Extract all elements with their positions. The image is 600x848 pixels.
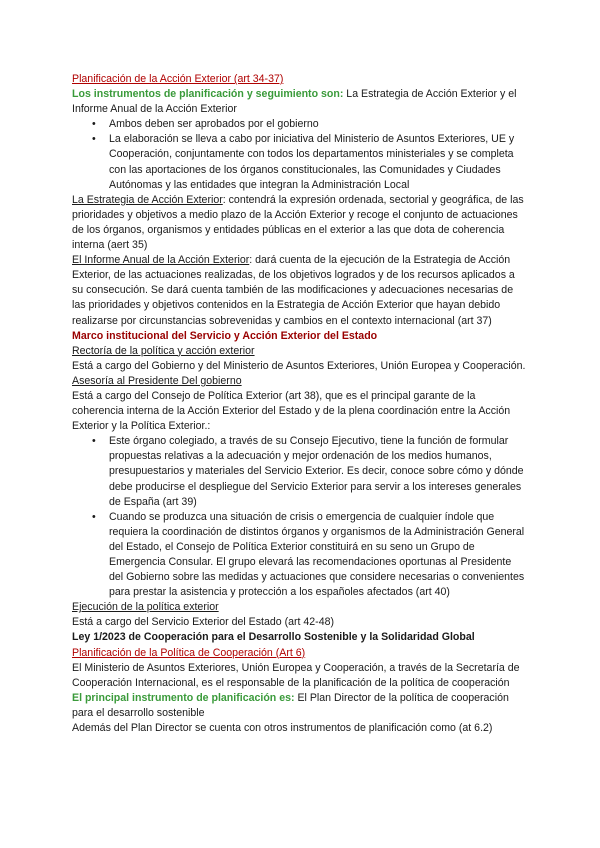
subheading-asesoria: Asesoría al Presidente Del gobierno [72, 374, 242, 387]
paragraph-otros-instrumentos: Además del Plan Director se cuenta con otros instrumentos de planificación como (at 6.2) [72, 722, 493, 735]
list-item: • Este órgano colegiado, a través de su Consejo Ejecutivo, tiene la función de formular propuestas relativas a la adecuación y mejor ordenación de los medios humanos, presupuestarios y materiales del Servicio Exterior. Es decir, conoce sobre cómo y dónde debe producirse el despliegue del Servicio Exterior para servir a los intereses generales de España (art 39) [109, 434, 528, 509]
paragraph-estrategia [72, 193, 528, 253]
list-asesoria [72, 434, 528, 600]
label-informe: El Informe Anual de la Acción Exterior [72, 254, 250, 267]
paragraph-ejecucion: Está a cargo del Servicio Exterior del Estado (art 42-48) [72, 616, 335, 629]
section-heading-ley: Ley 1/2023 de Cooperación para el Desarrollo Sostenible y la Solidaridad Global [72, 631, 475, 644]
list-instrumentos [72, 117, 528, 192]
list-item: • Ambos deben ser aprobados por el gobierno [109, 117, 528, 132]
subheading-rectoria: Rectoría de la política y acción exterior [72, 344, 255, 357]
text-estrategia: : contendrá la expresión ordenada, sectorial y geográfica, de las prioridades y objetivos a medio plazo de la Acción Exterior y recoge el conjunto de actuaciones de los órganos, organismos y entidades públicas en el exterior a las que dota de coherencia interna (aert 35) [72, 193, 524, 252]
subheading-planificacion-cooperacion: Planificación de la Política de Cooperación (Art 6) [72, 646, 306, 659]
paragraph-asesoria: Está a cargo del Consejo de Política Exterior (art 38), que es el principal garante de la coherencia interna de la Acción Exterior del Estado y de la plena coordinación entre la Acción Exterior y la Política Exterior.: [72, 389, 511, 433]
list-item: • Cuando se produzca una situación de crisis o emergencia de cualquier índole que requiera la coordinación de distintos órganos y organismos de la Administración General del Estado, el Consejo de Política Exterior constituirá en su seno un Grupo de Emergencia Consular. El grupo elevará las recomendaciones oportunas al Presidente del Gobierno sobre las medidas y actuaciones que considere necesarias o convenientes para prestar la asistencia y protección a los españoles afectados (art 40) [109, 510, 528, 601]
paragraph-instrumento-principal [72, 691, 528, 721]
text-instrumento-principal: El Plan Director de la política de cooperación para el desarrollo sostenible [72, 691, 509, 719]
label-estrategia: La Estrategia de Acción Exterior [72, 193, 223, 206]
list-item: • La elaboración se lleva a cabo por iniciativa del Ministerio de Asuntos Exteriores, UE y Cooperación, conjuntamente con todos los departamentos ministeriales y se completa con las aportaciones de los órganos constitucionales, las Comunidades y Ciudades Autónomas y las entidades que integran la Administración Local [109, 132, 528, 192]
paragraph-instrumentos [72, 87, 528, 117]
text-instrumentos: La Estrategia de Acción Exterior y el Informe Anual de la Acción Exterior [72, 88, 517, 116]
label-instrumentos: Los instrumentos de planificación y seguimiento son: [72, 88, 344, 101]
text-informe: : dará cuenta de la ejecución de la Estrategia de Acción Exterior, de las actuaciones realizadas, de los objetivos logrados y de los recursos aplicados a su consecución. Se dará cuenta también de las modificaciones y adecuaciones necesarias de las prioridades y objetivos contenidos en la Estrategia de Acción Exterior que hayan debido realizarse por circunstancias sobrevenidas y cambios en el contexto internacional (art 37) [72, 254, 515, 327]
section-heading-planificacion: Planificación de la Acción Exterior (art 34-37) [72, 73, 284, 85]
paragraph-rectoria: Está a cargo del Gobierno y del Ministerio de Asuntos Exteriores, Unión Europea y Cooperación. [72, 359, 526, 372]
section-heading-marco: Marco institucional del Servicio y Acción Exterior del Estado [72, 329, 378, 342]
paragraph-informe [72, 253, 528, 328]
subheading-ejecucion: Ejecución de la política exterior [72, 601, 219, 614]
label-instrumento-principal: El principal instrumento de planificación es: [72, 691, 295, 704]
paragraph-ministerio: El Ministerio de Asuntos Exteriores, Unión Europea y Cooperación, a través de la Secretaría de Cooperación Internacional, es el responsable de la planificación de la política de cooperación [72, 661, 520, 689]
